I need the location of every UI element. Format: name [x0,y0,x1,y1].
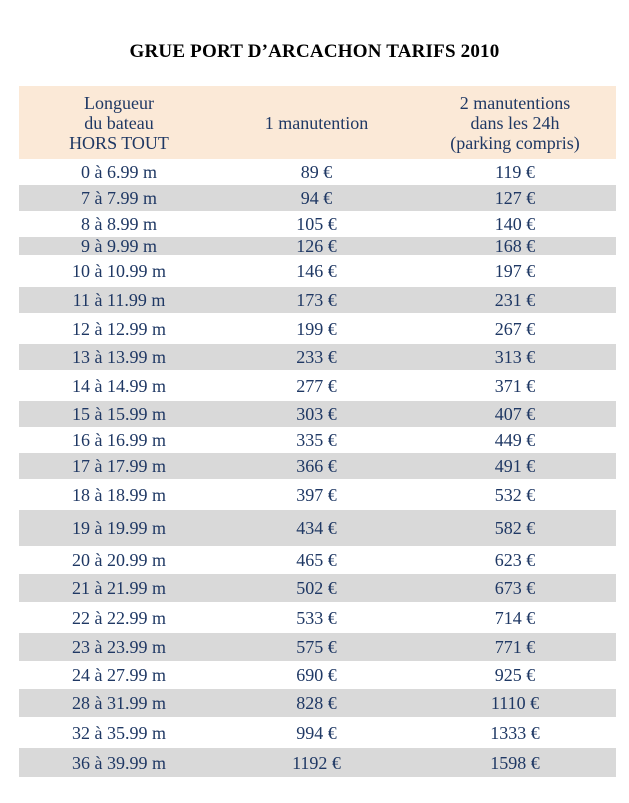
header-two-handlings-line-3: (parking compris) [450,132,580,153]
two-handlings-price: 197 € [494,261,536,281]
one-handling-price: 173 € [296,290,337,310]
length-cell: 20 à 20.99 m [72,550,166,570]
one-handling-price: 105 € [296,214,337,234]
two-handlings-price: 267 € [494,318,536,339]
one-handling-price: 397 € [296,484,337,505]
table-row [19,255,616,287]
two-handlings-price: 119 € [495,162,535,182]
one-handling-price: 1192 € [292,752,341,773]
one-handling-price: 89 € [300,162,333,182]
length-cell: 24 à 27.99 m [72,665,166,685]
table-row [19,211,616,237]
one-handling-price: 690 € [296,665,337,685]
two-handlings-price: 491 € [494,456,536,476]
two-handlings-price: 1598 € [490,752,540,773]
header-one-handling [219,86,414,159]
one-handling-price: 994 € [296,722,337,743]
one-handling-price: 126 € [296,236,337,256]
length-cell: 32 à 35.99 m [72,722,166,743]
two-handlings-price: 714 € [494,607,536,628]
length-cell: 19 à 19.99 m [72,518,166,538]
two-handlings-price: 623 € [494,550,536,570]
header-length-line-2: du bateau [84,112,154,133]
one-handling-price: 277 € [296,375,337,396]
page-title: GRUE PORT D’ARCACHON TARIFS 2010 [129,41,500,62]
header-two-handlings [414,86,616,159]
table-row [19,344,616,370]
length-cell: 16 à 16.99 m [72,430,166,450]
table-row [19,510,616,546]
table-row [19,717,616,748]
table-row [19,689,616,717]
one-handling-price: 146 € [296,261,337,281]
one-handling-price: 366 € [296,456,337,476]
table-row [19,237,616,255]
length-cell: 14 à 14.99 m [72,375,166,396]
one-handling-price: 94 € [300,188,333,208]
table-row [19,185,616,211]
table-row [19,401,616,427]
table-row [19,453,616,479]
two-handlings-price: 140 € [494,214,536,234]
two-handlings-price: 449 € [494,430,536,450]
two-handlings-price: 1110 € [490,693,540,713]
length-cell: 17 à 17.99 m [72,456,166,476]
length-cell: 36 à 39.99 m [72,752,166,773]
one-handling-price: 575 € [296,637,337,657]
header-row [19,86,616,159]
two-handlings-price: 532 € [494,484,536,505]
header-length-line-1: Longueur [84,92,154,113]
two-handlings-price: 371 € [494,375,536,396]
length-cell: 22 à 22.99 m [72,607,166,628]
one-handling-price: 502 € [296,578,337,598]
table-row [19,546,616,574]
table-row [19,287,616,313]
two-handlings-price: 673 € [494,578,536,598]
header-two-handlings-line-2: dans les 24h [470,112,560,133]
length-cell: 0 à 6.99 m [81,162,157,182]
table-row [19,661,616,689]
table-row [19,602,616,633]
length-cell: 7 à 7.99 m [81,188,157,208]
one-handling-price: 335 € [296,430,337,450]
length-cell: 15 à 15.99 m [72,404,166,424]
two-handlings-price: 168 € [494,236,536,256]
table-row [19,159,616,185]
price-table [19,86,616,777]
length-cell: 28 à 31.99 m [72,693,166,713]
two-handlings-price: 407 € [494,404,536,424]
table-row [19,633,616,661]
one-handling-price: 199 € [296,318,337,339]
length-cell: 23 à 23.99 m [72,637,166,657]
one-handling-price: 465 € [296,550,337,570]
length-cell: 9 à 9.99 m [81,236,157,256]
two-handlings-price: 313 € [494,347,536,367]
length-cell: 11 à 11.99 m [72,290,166,310]
one-handling-price: 828 € [296,693,337,713]
length-cell: 8 à 8.99 m [81,214,157,234]
two-handlings-price: 925 € [494,665,536,685]
table-row [19,313,616,344]
header-length-line-3: HORS TOUT [69,132,169,153]
two-handlings-price: 771 € [494,637,536,657]
one-handling-price: 303 € [296,404,337,424]
table-row [19,370,616,401]
one-handling-price: 233 € [296,347,337,367]
length-cell: 13 à 13.99 m [72,347,166,367]
length-cell: 21 à 21.99 m [72,578,166,598]
header-two-handlings-line-1: 2 manutentions [459,92,571,113]
two-handlings-price: 1333 € [490,722,540,743]
table-row [19,574,616,602]
two-handlings-price: 582 € [494,518,536,538]
one-handling-price: 434 € [296,518,337,538]
one-handling-price: 533 € [296,607,337,628]
table-body [19,159,616,777]
table-row [19,427,616,453]
length-cell: 10 à 10.99 m [72,261,166,281]
two-handlings-price: 127 € [494,188,536,208]
table-row [19,748,616,777]
length-cell: 12 à 12.99 m [72,318,166,339]
table-header [19,86,616,159]
header-length [19,86,219,159]
header-one-handling-line-1: 1 manutention [264,112,369,133]
length-cell: 18 à 18.99 m [72,484,166,505]
two-handlings-price: 231 € [494,290,536,310]
table-row [19,479,616,510]
